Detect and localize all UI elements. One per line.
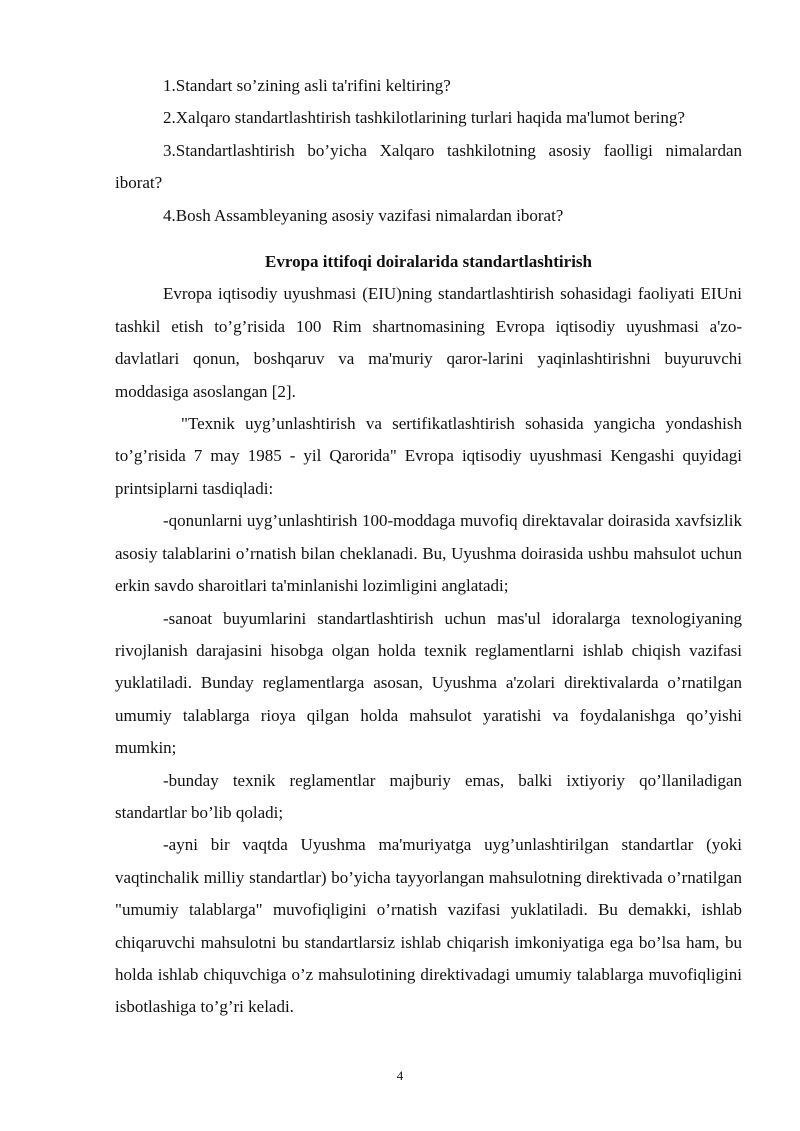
paragraph-3: -qonunlarni uyg’unlashtirish 100-moddaga muvofiq direktavalar doirasida xavfsizlik asosiy talablarini o’rnatish bilan cheklanadi. Bu, Uyushma doirasida ushbu mahsulot uchun erkin savdo sharoitlari ta'minlanishi lozimligini anglatadi; <box>115 511 742 596</box>
question-2: 2.Xalqaro standartlashtirish tashkilotlarining turlari haqida ma'lumot bering? <box>163 108 685 128</box>
paragraph-1: Evropa iqtisodiy uyushmasi (EIU)ning standartlashtirish sohasidagi faoliyati EIUni tashkil etish to’g’risida 100 Rim shartnomasining Evropa iqtisodiy uyushmasi a'zo-davlatlari qonun, boshqaruv va ma'muriy qaror-larini yaqinlashtirishni buyuruvchi moddasiga asoslangan [2]. <box>115 284 742 401</box>
paragraph-4: -sanoat buyumlarini standartlashtirish uchun mas'ul idoralarga texnologiyaning rivojlanish darajasini hisobga olgan holda texnik reglamentlarni ishlab chiqish vazifasi yuklatiladi. Bunday reglamentlarga asosan, Uyushma a'zolari direktivalarda o’rnatilgan umumiy talablarga rioya qilgan holda mahsulot yaratishi va foydalanishga qo’yishi mumkin; <box>115 608 742 758</box>
question-4: 4.Bosh Assambleyaning asosiy vazifasi nimalardan iborat? <box>163 205 564 225</box>
paragraph-2: "Texnik uyg’unlashtirish va sertifikatlashtirish sohasida yangicha yondashish to’g’risida 7 may 1985 - yil Qarorida" Evropa iqtisodiy uyushmasi Kengashi quyidagi printsiplarni tasdiqladi: <box>115 414 742 498</box>
document-page <box>115 70 742 1024</box>
page-number: 4 <box>396 1068 404 1083</box>
paragraph-6: -ayni bir vaqtda Uyushma ma'muriyatga uyg’unlashtirilgan standartlar (yoki vaqtinchalik milliy standartlar) bo’yicha tayyorlangan mahsulotning direktivada o’rnatilgan "umumiy talablarga" muvofiqligini o’rnatish vazifasi yuklatiladi. Bu demakki, ishlab chiqaruvchi mahsulotni bu standartlarsiz ishlab chiqarish imkoniyatiga ega bo’lsa ham, bu holda ishlab chiquvchiga o’z mahsulotining direktivadagi umumiy talablarga muvofiqligini isbotlashiga to’g’ri keladi. <box>115 835 742 1017</box>
section-title: Evropa ittifoqi doiralarida standartlashtirish <box>265 252 592 272</box>
question-1: 1.Standart so’zining asli ta'rifini keltiring? <box>163 76 451 95</box>
question-3: 3.Standartlashtirish bo’yicha Xalqaro tashkilotning asosiy faolligi nimalardan iborat? <box>115 140 742 193</box>
paragraph-5: -bunday texnik reglamentlar majburiy emas, balki ixtiyoriy qo’llaniladigan standartlar bo’lib qoladi; <box>115 770 742 822</box>
